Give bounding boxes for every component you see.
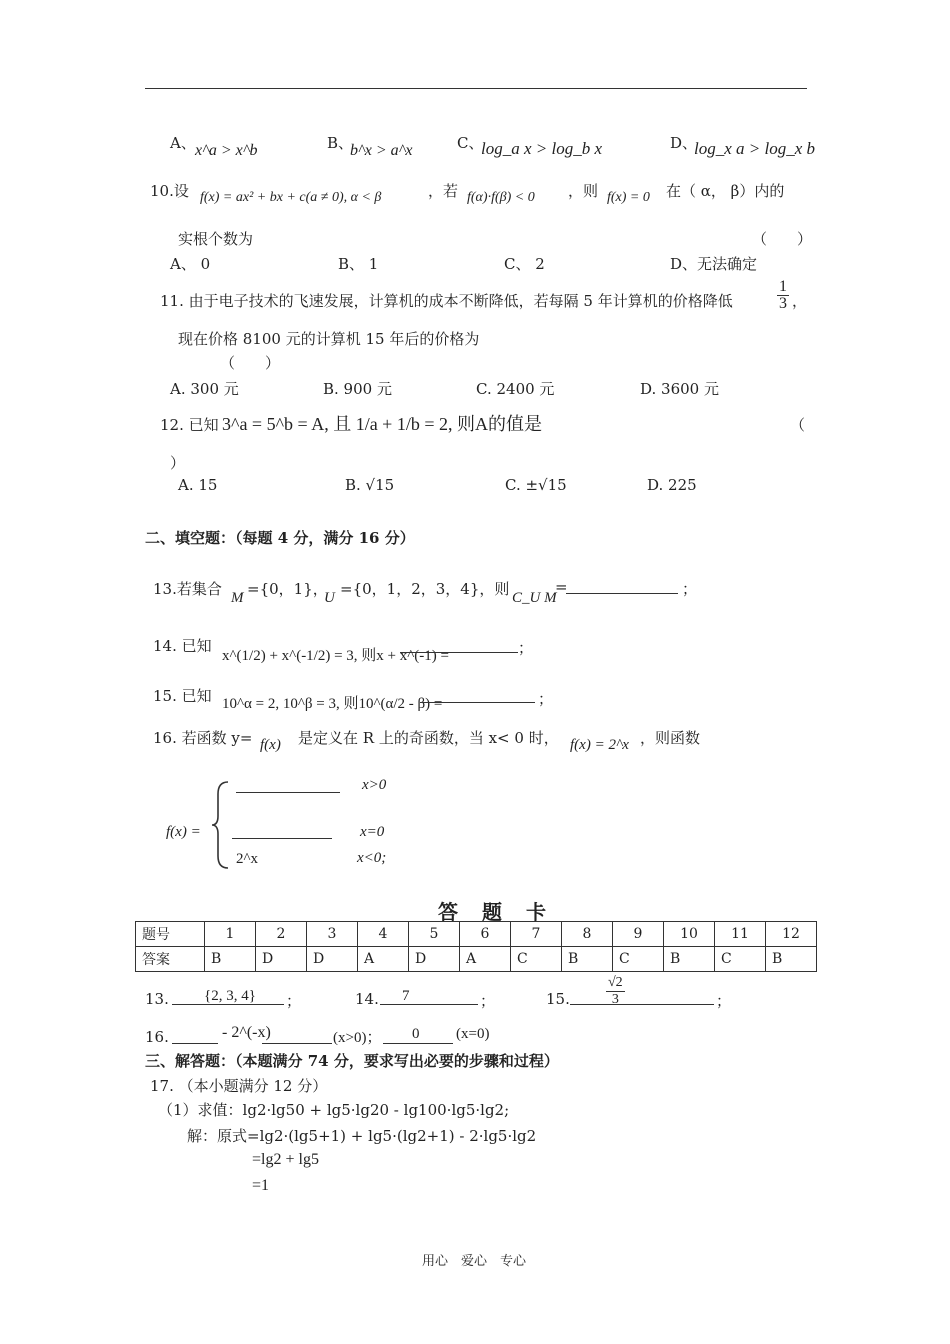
a14-label: 14. [355, 990, 379, 1008]
q11-paren: （ ） [220, 354, 281, 372]
q11-option-a: A. 300 元 [170, 380, 239, 398]
a15-label: 15. [546, 990, 570, 1008]
q10-line2: 实根个数为 [178, 230, 254, 248]
q16-cond2: x=0 [360, 824, 385, 840]
q14-text: 14. 已知 [153, 637, 212, 655]
q-number: 10 [664, 922, 715, 947]
q13-text: 13.若集合 [153, 580, 222, 598]
q-number: 7 [511, 922, 562, 947]
q17-solution-line3: =1 [252, 1177, 270, 1194]
q-number: 9 [613, 922, 664, 947]
a16-cond1: (x>0)； [333, 1030, 382, 1046]
a15-fraction [606, 975, 625, 1008]
a13-value: {2, 3, 4} [204, 988, 256, 1004]
a16-blank-2 [262, 1027, 332, 1044]
q15-expr: 10^α = 2, 10^β = 3, 则10^(α/2 - β) = [222, 696, 443, 712]
q10-prefix: 10.设 [150, 182, 189, 200]
q10-expr1: f(x) = ax² + bx + c(a ≠ 0), α < β [200, 190, 382, 205]
q9-option-a-label: A、 [170, 134, 196, 152]
q9-option-b-expr: b^x > a^x [350, 142, 413, 159]
q9-option-a-expr: x^a > x^b [195, 142, 258, 159]
q15-text: 15. 已知 [153, 687, 212, 705]
q16-blank-2 [232, 824, 332, 839]
answer-card-table [135, 921, 817, 972]
q10-mid: ，若 [428, 182, 459, 200]
q-number: 11 [715, 922, 766, 947]
answer-cell: A [460, 947, 511, 972]
q16-cond3: x<0; [357, 850, 387, 866]
answer-cell: C [511, 947, 562, 972]
q13-m: M [231, 590, 244, 606]
section2-heading: 二、填空题：（每题 4 分，满分 16 分） [145, 529, 415, 547]
a16-expr: - 2^(-x) [222, 1024, 271, 1041]
answer-cell: A [358, 947, 409, 972]
answer-cell: C [715, 947, 766, 972]
q16-piece3: 2^x [236, 851, 259, 867]
a16-value: 0 [412, 1026, 420, 1042]
q10-option-c: C、 2 [504, 255, 545, 273]
q-number: 2 [256, 922, 307, 947]
q14-blank [400, 636, 518, 653]
q14-end: ； [518, 639, 534, 657]
q12-option-a: A. 15 [178, 476, 218, 494]
q11-comma: ， [792, 292, 808, 310]
a13-label: 13. [145, 990, 169, 1008]
q-number: 3 [307, 922, 358, 947]
answer-cell: B [205, 947, 256, 972]
q16-text: 16. 若函数 y= [153, 729, 253, 747]
a16-label: 16. [145, 1028, 169, 1046]
q10-tail: 在（ α， β）内的 [666, 182, 785, 200]
q12-paren-close: ） [170, 454, 186, 472]
header-rule [145, 88, 807, 89]
q11-option-b: B. 900 元 [323, 380, 392, 398]
q13-blank [566, 577, 678, 594]
q16-fx: f(x) [260, 737, 281, 753]
q9-option-c-expr: log_a x > log_b x [481, 139, 603, 158]
q17-part1: （1）求值：lg2·lg50 + lg5·lg20 - lg100·lg5·lg2; [158, 1101, 510, 1119]
q-number: 8 [562, 922, 613, 947]
q15-blank [420, 686, 535, 703]
row-label-answer: 答案 [136, 947, 205, 972]
q-number: 1 [205, 922, 256, 947]
a13-end: ； [286, 992, 302, 1010]
a16-cond2: (x=0) [456, 1026, 490, 1042]
q12-option-b: B. √15 [345, 476, 395, 494]
q11-frac-num: 1 [779, 278, 787, 295]
a14-end: ； [480, 992, 496, 1010]
q12-option-c: C. ±√15 [505, 476, 567, 494]
answer-cell: D [256, 947, 307, 972]
q16-expr: f(x) = 2^x [570, 737, 629, 753]
a14-blank [380, 988, 478, 1005]
q9-option-b-label: B、 [327, 134, 354, 152]
q11-line1: 11. 由于电子技术的飞速发展，计算机的成本不断降低，若每隔 5 年计算机的价格降低 [160, 292, 733, 310]
q10-paren: （ ） [752, 230, 813, 248]
q10-expr3: f(x) = 0 [607, 190, 650, 205]
a15-end: ； [716, 992, 732, 1010]
answer-cell: C [613, 947, 664, 972]
a15-blank [570, 988, 714, 1005]
q15-end: ； [538, 690, 554, 708]
a16-blank-1 [172, 1027, 218, 1044]
answer-cell: B [562, 947, 613, 972]
q12-option-d: D. 225 [647, 476, 697, 494]
q9-option-d-expr: log_x a > log_x b [694, 139, 816, 158]
q10-expr2: f(α)·f(β) < 0 [467, 190, 535, 205]
q11-line2: 现在价格 8100 元的计算机 15 年后的价格为 [178, 330, 480, 348]
answer-card-row-answers [136, 947, 817, 972]
q16-tail: ，则函数 [640, 729, 701, 747]
q10-option-a: A、 0 [170, 255, 211, 273]
q13-m-val: ={0，1}， [247, 580, 328, 598]
answer-cell: D [307, 947, 358, 972]
q17-solution-line2: =lg2 + lg5 [252, 1151, 319, 1168]
q11-option-c: C. 2400 元 [476, 380, 555, 398]
q16-blank-1 [236, 778, 340, 793]
q14-expr: x^(1/2) + x^(-1/2) = 3, 则x + x^(-1) = [222, 648, 449, 664]
row-label-number: 题号 [136, 922, 205, 947]
q12-paren-open: （ [790, 416, 806, 434]
q12-expr: 3^a = 5^b = A, 且 1/a + 1/b = 2, 则A的值是 [222, 414, 542, 434]
q17-solution-line1: 解：原式=lg2·(lg5+1) + lg5·(lg2+1) - 2·lg5·lg2 [187, 1127, 537, 1145]
q16-lhs: f(x) = [166, 824, 201, 840]
q12-prefix: 12. 已知 [160, 416, 219, 434]
q10-option-b: B、 1 [338, 255, 379, 273]
q13-cum: C_U M [512, 590, 557, 606]
q11-fraction [777, 279, 789, 312]
q-number: 12 [766, 922, 817, 947]
q13-u: U [324, 590, 335, 606]
q-number: 6 [460, 922, 511, 947]
answer-card-title: 答 题 卡 [438, 900, 548, 924]
q-number: 4 [358, 922, 409, 947]
q10-then: ，则 [568, 182, 599, 200]
section3-heading: 三、解答题：（本题满分 74 分，要求写出必要的步骤和过程） [145, 1052, 559, 1070]
a15-num: √2 [608, 975, 623, 990]
q11-option-d: D. 3600 元 [640, 380, 719, 398]
q13-eq: = [555, 578, 568, 596]
a14-value: 7 [402, 988, 410, 1004]
q11-frac-den: 3 [779, 295, 787, 312]
a15-den: 3 [611, 992, 619, 1007]
q17-title: 17. （本小题满分 12 分） [150, 1077, 328, 1095]
q13-end: ； [682, 580, 698, 598]
answer-cell: D [409, 947, 460, 972]
q16-brace [210, 780, 230, 870]
q-number: 5 [409, 922, 460, 947]
q9-option-d-label: D、 [670, 134, 698, 152]
q9-option-c-label: C、 [457, 134, 484, 152]
q13-u-val: ={0，1，2，3，4}，则 [340, 580, 510, 598]
q16-mid: 是定义在 R 上的奇函数，当 x< 0 时， [298, 729, 559, 747]
answer-cell: B [664, 947, 715, 972]
answer-cell: B [766, 947, 817, 972]
answer-card-row-numbers [136, 922, 817, 947]
q16-cond1: x>0 [362, 777, 387, 793]
page-footer: 用心 爱心 专心 [422, 1254, 527, 1269]
q10-option-d: D、无法确定 [670, 255, 758, 273]
